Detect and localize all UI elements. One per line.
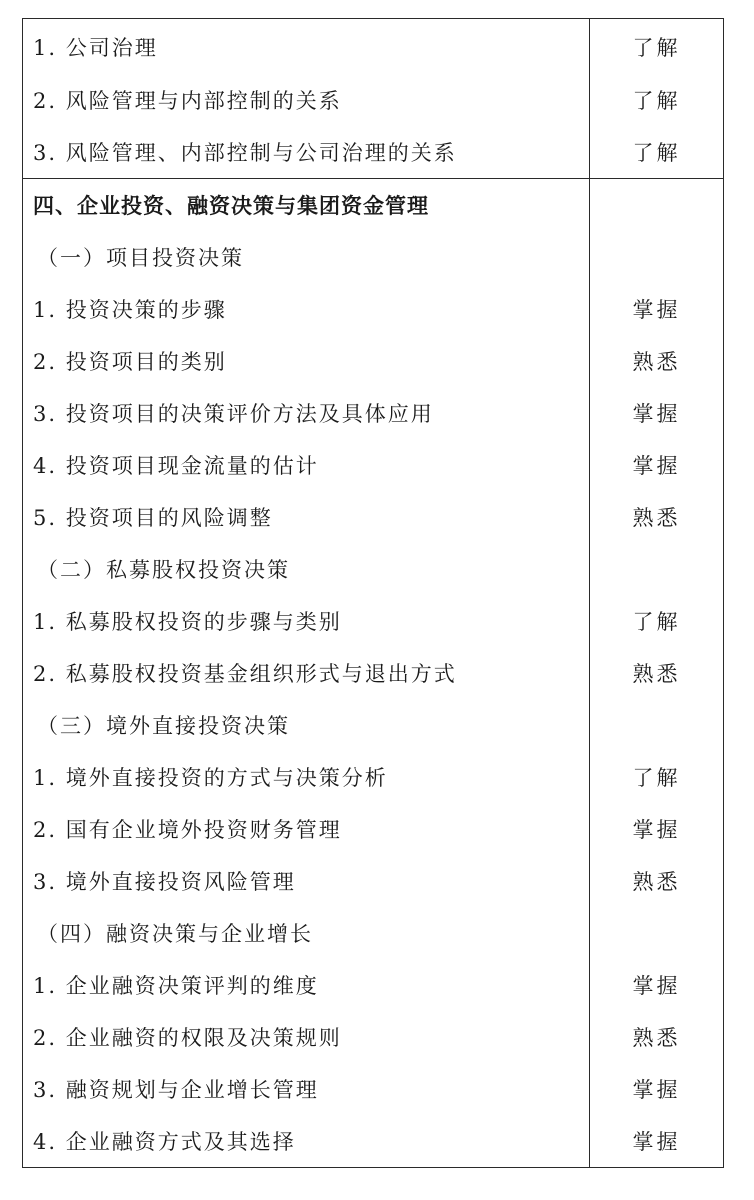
requirement-level: 了解 [589, 74, 723, 126]
table-row [23, 647, 723, 699]
subsection-heading: （二）私募股权投资决策 [37, 558, 290, 582]
table-row [23, 387, 723, 439]
table-row [23, 1063, 723, 1115]
table-row [23, 283, 723, 335]
table-row [23, 231, 723, 283]
item-text: 1. 境外直接投资的方式与决策分析 [33, 766, 388, 790]
table-row [23, 751, 723, 803]
subsection-heading: （三）境外直接投资决策 [37, 714, 290, 738]
requirement-level [589, 231, 723, 283]
table-row [23, 959, 723, 1011]
table-row [23, 907, 723, 959]
item-text: 1. 企业融资决策评判的维度 [33, 974, 319, 998]
requirement-level: 熟悉 [589, 335, 723, 387]
syllabus-table [22, 18, 724, 1168]
page-marker [370, 1190, 380, 1200]
requirement-level: 了解 [589, 751, 723, 803]
requirement-level: 掌握 [589, 439, 723, 491]
item-text: 2. 企业融资的权限及决策规则 [33, 1026, 342, 1050]
requirement-level: 了解 [589, 19, 723, 74]
requirement-level: 掌握 [589, 387, 723, 439]
table-row [23, 491, 723, 543]
requirement-level [589, 543, 723, 595]
table-section [23, 19, 723, 178]
section-heading: 四、企业投资、融资决策与集团资金管理 [33, 194, 429, 218]
item-text: 2. 风险管理与内部控制的关系 [33, 89, 342, 113]
requirement-level: 掌握 [589, 283, 723, 335]
requirement-level: 熟悉 [589, 1011, 723, 1063]
item-text: 3. 风险管理、内部控制与公司治理的关系 [33, 141, 457, 165]
table-row [23, 543, 723, 595]
table-row [23, 19, 723, 74]
item-text: 3. 境外直接投资风险管理 [33, 870, 296, 894]
subsection-heading: （四）融资决策与企业增长 [37, 922, 313, 946]
item-text: 5. 投资项目的风险调整 [33, 506, 273, 530]
requirement-level: 掌握 [589, 803, 723, 855]
table-row [23, 74, 723, 126]
requirement-level [589, 907, 723, 959]
requirement-level [589, 699, 723, 751]
requirement-level: 了解 [589, 595, 723, 647]
requirement-level: 熟悉 [589, 647, 723, 699]
item-text: 3. 投资项目的决策评价方法及具体应用 [33, 402, 434, 426]
item-text: 4. 企业融资方式及其选择 [33, 1130, 296, 1154]
item-text: 2. 私募股权投资基金组织形式与退出方式 [33, 662, 457, 686]
item-text: 1. 投资决策的步骤 [33, 298, 227, 322]
subsection-heading: （一）项目投资决策 [37, 246, 244, 270]
table-row [23, 126, 723, 178]
table-row [23, 1115, 723, 1167]
requirement-level: 了解 [589, 126, 723, 178]
table-row [23, 699, 723, 751]
requirement-level: 掌握 [589, 959, 723, 1011]
requirement-level: 熟悉 [589, 491, 723, 543]
table-section [23, 178, 723, 1167]
item-text: 2. 投资项目的类别 [33, 350, 227, 374]
requirement-level [589, 179, 723, 231]
item-text: 4. 投资项目现金流量的估计 [33, 454, 319, 478]
table-row [23, 803, 723, 855]
requirement-level: 熟悉 [589, 855, 723, 907]
table-row [23, 335, 723, 387]
requirement-level: 掌握 [589, 1115, 723, 1167]
table-row [23, 439, 723, 491]
item-text: 1. 私募股权投资的步骤与类别 [33, 610, 342, 634]
item-text: 1. 公司治理 [33, 35, 158, 60]
item-text: 3. 融资规划与企业增长管理 [33, 1078, 319, 1102]
table-row [23, 1011, 723, 1063]
table-row [23, 595, 723, 647]
item-text: 2. 国有企业境外投资财务管理 [33, 818, 342, 842]
requirement-level: 掌握 [589, 1063, 723, 1115]
table-row [23, 179, 723, 231]
table-row [23, 855, 723, 907]
